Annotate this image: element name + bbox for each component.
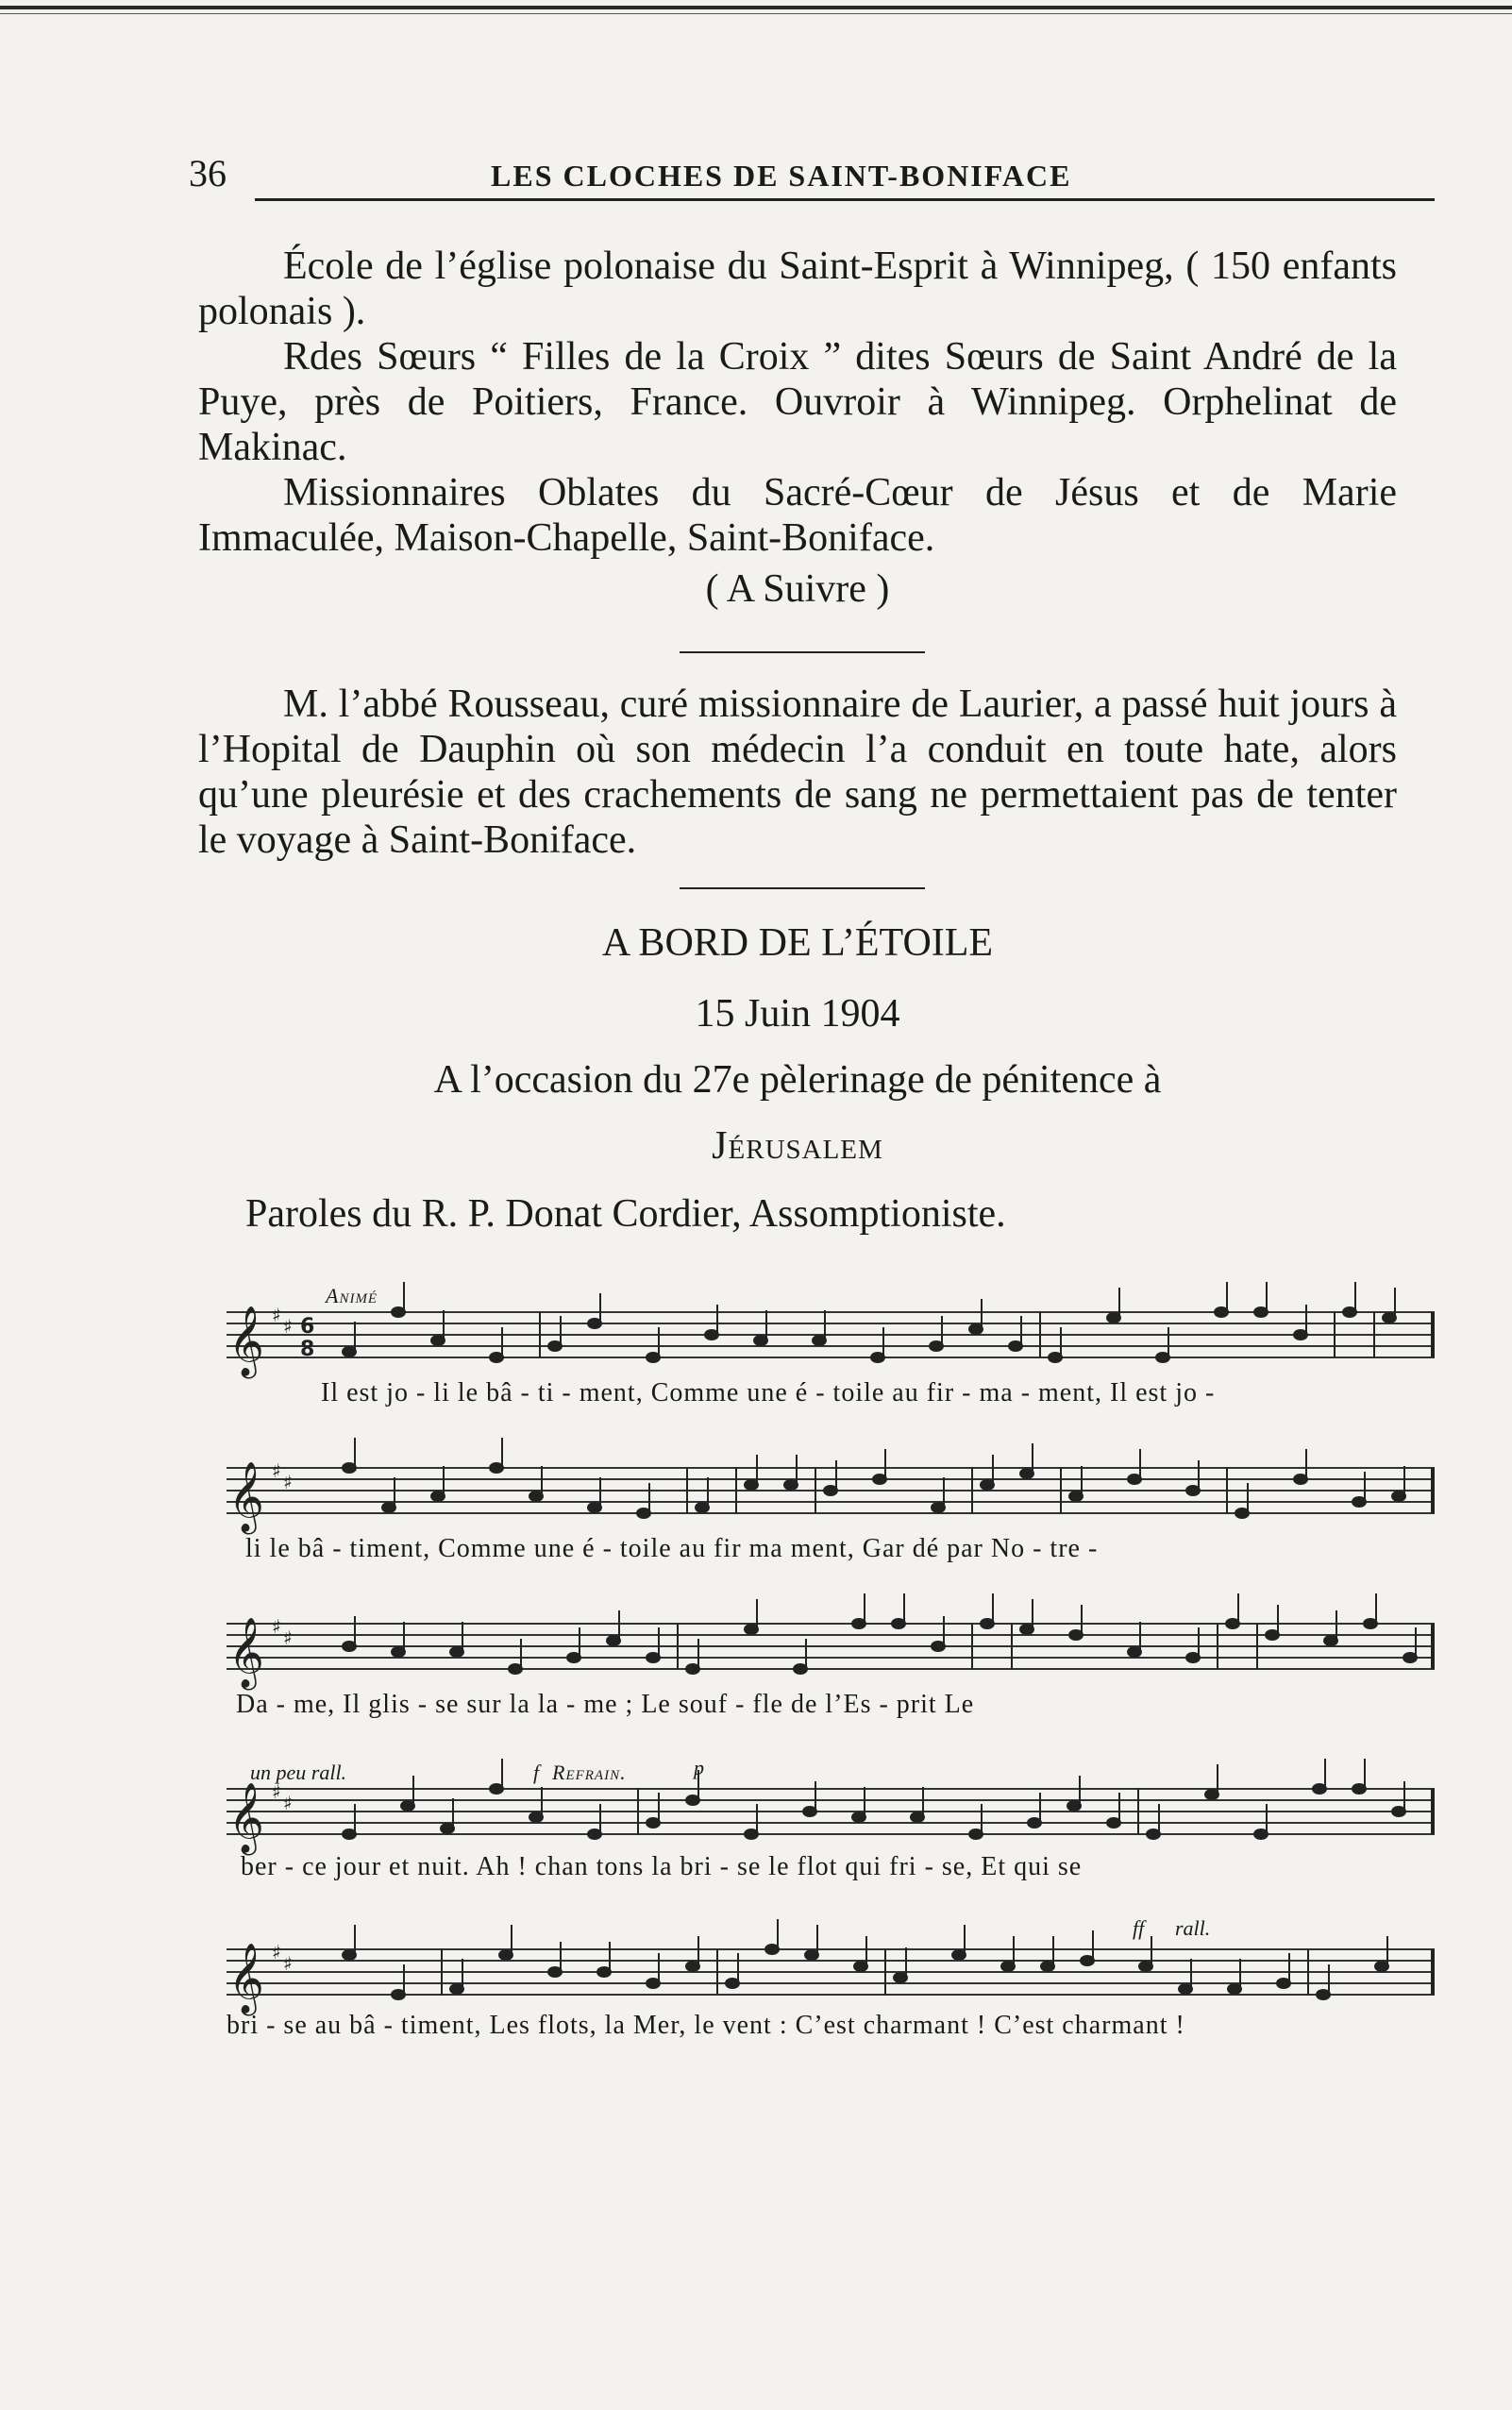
- treble-clef-icon: 𝄞: [228, 1618, 264, 1688]
- note-head: [567, 1653, 580, 1662]
- note-head: [588, 1829, 601, 1839]
- note-head: [854, 1962, 867, 1971]
- news-paragraph: M. l’abbé Rousseau, curé missionnaire de Laurier, a passé huit jours à l’Hopital de Dauphin où son médecin l’a conduit en toute hate, alors qu’une pleurésie et des crachements de sang ne permettaient pas de tenter le voyage à Saint-Boniface.: [198, 683, 1397, 862]
- note-head: [1147, 1829, 1160, 1839]
- note-head: [1235, 1508, 1249, 1518]
- news-item: [198, 682, 1397, 863]
- note-head: [952, 1950, 966, 1960]
- tempo-mark: Animé: [326, 1284, 378, 1307]
- note-head: [892, 1619, 905, 1628]
- note-head: [754, 1336, 767, 1345]
- to-be-continued: ( A Suivre ): [705, 567, 890, 611]
- page-number: 36: [189, 152, 227, 194]
- note-head: [969, 1324, 983, 1334]
- sharp-sign-icon: ♯: [272, 1941, 281, 1963]
- note-head: [647, 1818, 660, 1828]
- dynamic-piano: p: [694, 1756, 704, 1779]
- sharp-sign-icon: ♯: [283, 1471, 293, 1493]
- staff-line-group: [227, 1312, 1435, 1357]
- note-head: [784, 1480, 798, 1490]
- treble-clef-icon: 𝄞: [228, 1944, 264, 2014]
- note-head: [1254, 1307, 1268, 1317]
- refrain-mark: Refrain.: [552, 1761, 627, 1784]
- note-head: [1069, 1492, 1083, 1501]
- song-date: 15 Juin 1904: [695, 992, 900, 1036]
- sharp-sign-icon: ♯: [272, 1459, 281, 1482]
- note-head: [1128, 1475, 1141, 1484]
- note-head: [392, 1990, 405, 1999]
- song-title: A BORD DE L’ÉTOILE: [601, 921, 994, 965]
- note-head: [1254, 1829, 1268, 1839]
- note-head: [1020, 1469, 1033, 1478]
- note-head: [529, 1492, 543, 1501]
- note-head: [911, 1812, 924, 1822]
- note-head: [1156, 1353, 1169, 1362]
- note-head: [686, 1962, 699, 1971]
- note-head: [932, 1503, 945, 1512]
- note-head: [1403, 1653, 1417, 1662]
- sharp-sign-icon: ♯: [283, 1315, 293, 1338]
- note-head: [1364, 1619, 1377, 1628]
- section-divider: [680, 651, 925, 653]
- note-head: [343, 1642, 356, 1651]
- note-head: [894, 1973, 907, 1982]
- note-head: [1352, 1497, 1366, 1507]
- note-head: [431, 1336, 445, 1345]
- list-entry: Rdes Sœurs “ Filles de la Croix ” dites Sœurs de Saint André de la Puye, près de Poitiers, France. Ouvroir à Winnipeg. Orphelinat de Makinac.: [198, 335, 1397, 469]
- lyric-line: Da - me, Il glis - se sur la la - me ; Le souf - fle de l’Es - prit Le: [236, 1690, 975, 1719]
- note-head: [1009, 1341, 1022, 1351]
- list-entry: École de l’église polonaise du Saint-Esprit à Winnipeg, ( 150 enfants polonais ).: [198, 244, 1397, 333]
- note-head: [1205, 1790, 1218, 1799]
- section-divider: [680, 887, 925, 889]
- note-head: [597, 1967, 611, 1977]
- rall-mark: un peu rall.: [250, 1761, 347, 1784]
- top-border-rule-thin: [0, 13, 1512, 14]
- note-head: [588, 1319, 601, 1328]
- note-head: [401, 1801, 414, 1811]
- note-head: [1392, 1807, 1405, 1816]
- note-head: [548, 1967, 562, 1977]
- note-head: [1107, 1818, 1120, 1828]
- sharp-sign-icon: ♯: [272, 1615, 281, 1638]
- note-head: [647, 1653, 660, 1662]
- treble-clef-icon: 𝄞: [228, 1462, 264, 1532]
- note-head: [509, 1664, 522, 1674]
- list-continuation: [198, 244, 1397, 561]
- note-head: [813, 1336, 826, 1345]
- treble-clef-icon: 𝄞: [228, 1306, 264, 1376]
- note-head: [745, 1829, 758, 1839]
- note-head: [1228, 1984, 1241, 1994]
- note-head: [726, 1979, 739, 1988]
- note-head: [1317, 1990, 1330, 1999]
- note-head: [548, 1341, 562, 1351]
- note-head: [1215, 1307, 1228, 1317]
- staff-system: [189, 1274, 1435, 2218]
- note-head: [745, 1480, 758, 1490]
- note-head: [1020, 1625, 1033, 1634]
- note-head: [1226, 1619, 1239, 1628]
- running-title: LES CLOCHES DE SAINT-BONIFACE: [491, 159, 1072, 193]
- rall-mark-2: rall.: [1175, 1916, 1211, 1940]
- note-head: [343, 1347, 356, 1357]
- sharp-sign-icon: ♯: [283, 1952, 293, 1975]
- note-head: [705, 1330, 718, 1340]
- note-head: [1186, 1653, 1200, 1662]
- note-head: [392, 1647, 405, 1657]
- note-head: [1294, 1475, 1307, 1484]
- dynamic-fortissimo: ff: [1133, 1916, 1145, 1940]
- time-signature-bottom: 8: [300, 1338, 315, 1361]
- sharp-sign-icon: ♯: [272, 1304, 281, 1326]
- note-head: [529, 1812, 543, 1822]
- note-head: [1277, 1979, 1290, 1988]
- note-head: [1186, 1486, 1200, 1495]
- note-head: [343, 1463, 356, 1473]
- note-head: [930, 1341, 943, 1351]
- note-head: [450, 1647, 463, 1657]
- note-head: [794, 1664, 807, 1674]
- note-head: [696, 1503, 709, 1512]
- note-head: [499, 1950, 512, 1960]
- note-head: [803, 1807, 816, 1816]
- note-head: [382, 1503, 395, 1512]
- note-head: [824, 1486, 837, 1495]
- note-head: [852, 1619, 865, 1628]
- dynamic-forte: f: [533, 1761, 540, 1784]
- note-head: [1139, 1962, 1152, 1971]
- page-header: [189, 151, 1406, 194]
- note-head: [981, 1619, 994, 1628]
- note-head: [873, 1475, 886, 1484]
- note-head: [343, 1950, 356, 1960]
- header-rule: [255, 198, 1435, 201]
- lyric-line: li le bâ - timent, Comme une é - toile au fir ma ment, Gar dé par No - tre -: [245, 1534, 1099, 1563]
- song-author: Paroles du R. P. Donat Cordier, Assomptioniste.: [245, 1192, 1006, 1236]
- note-head: [431, 1492, 445, 1501]
- note-head: [1294, 1330, 1307, 1340]
- note-head: [450, 1984, 463, 1994]
- note-head: [392, 1307, 405, 1317]
- note-head: [686, 1795, 699, 1805]
- note-head: [686, 1664, 699, 1674]
- note-head: [1081, 1956, 1094, 1965]
- note-head: [490, 1784, 503, 1794]
- note-head: [588, 1503, 601, 1512]
- note-head: [647, 1979, 660, 1988]
- song-occasion: A l’occasion du 27e pèlerinage de pénitence à: [433, 1058, 1162, 1102]
- note-head: [1266, 1630, 1279, 1640]
- staff-line-group: [227, 1624, 1435, 1669]
- note-head: [1049, 1353, 1062, 1362]
- note-head: [490, 1353, 503, 1362]
- top-border-rule: [0, 6, 1512, 9]
- note-head: [607, 1636, 620, 1645]
- sharp-sign-icon: ♯: [283, 1626, 293, 1649]
- staff-line-group: [227, 1949, 1435, 1995]
- note-head: [1313, 1784, 1326, 1794]
- note-head: [1001, 1962, 1015, 1971]
- note-head: [490, 1463, 503, 1473]
- song-place: Jérusalem: [712, 1124, 883, 1168]
- note-head: [1107, 1313, 1120, 1323]
- sharp-sign-icon: ♯: [283, 1792, 293, 1814]
- note-head: [1041, 1962, 1054, 1971]
- note-head: [745, 1625, 758, 1634]
- note-head: [1179, 1984, 1192, 1994]
- note-head: [969, 1829, 983, 1839]
- note-head: [1324, 1636, 1337, 1645]
- note-head: [637, 1508, 650, 1518]
- sharp-sign-icon: ♯: [272, 1780, 281, 1803]
- note-head: [1352, 1784, 1366, 1794]
- note-head: [1128, 1647, 1141, 1657]
- note-head: [1392, 1492, 1405, 1501]
- note-head: [647, 1353, 660, 1362]
- note-head: [1375, 1962, 1388, 1971]
- lyric-line: bri - se au bâ - timent, Les flots, la Mer, le vent : C’est charmant ! C’est charmant !: [227, 2011, 1185, 2040]
- lyric-line: ber - ce jour et nuit. Ah ! chan tons la bri - se le flot qui fri - se, Et qui se: [241, 1852, 1083, 1881]
- note-head: [981, 1480, 994, 1490]
- note-head: [343, 1829, 356, 1839]
- list-entry: Missionnaires Oblates du Sacré-Cœur de Jésus et de Marie Immaculée, Maison-Chapelle, Saint-Boniface.: [198, 471, 1397, 560]
- note-head: [852, 1812, 865, 1822]
- note-head: [805, 1950, 818, 1960]
- note-head: [1028, 1818, 1041, 1828]
- note-head: [1067, 1801, 1081, 1811]
- treble-clef-icon: 𝄞: [228, 1783, 264, 1853]
- note-head: [871, 1353, 884, 1362]
- note-head: [441, 1824, 454, 1833]
- music-score: [189, 1274, 1435, 2218]
- note-head: [932, 1642, 945, 1651]
- note-head: [1383, 1313, 1396, 1323]
- note-head: [765, 1945, 779, 1954]
- time-signature-top: 6: [300, 1315, 315, 1339]
- note-head: [1343, 1307, 1356, 1317]
- note-head: [1069, 1630, 1083, 1640]
- lyric-line: Il est jo - li le bâ - ti - ment, Comme une é - toile au fir - ma - ment, Il est jo -: [321, 1378, 1216, 1407]
